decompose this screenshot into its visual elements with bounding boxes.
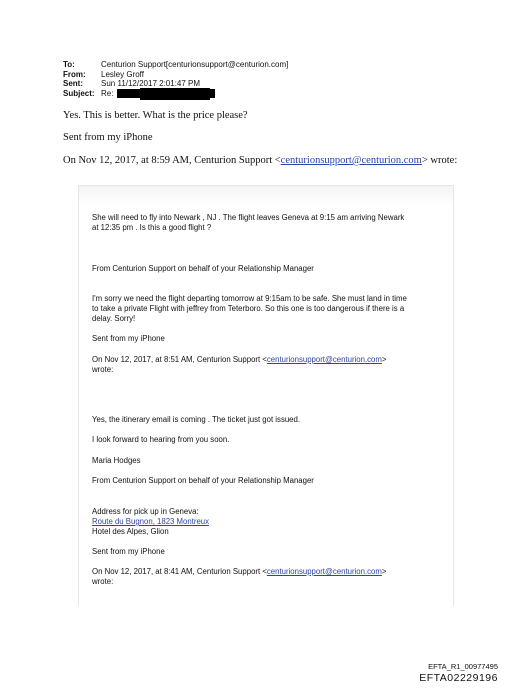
quoted-p3-line1: I'm sorry we need the flight departing tomorrow at 9:15am to be safe. She must land in time <box>92 294 407 303</box>
quoted-p12-line2: wrote: <box>92 577 114 586</box>
quoted-p5-email-link[interactable]: centurionsupport@centurion.com <box>266 355 382 364</box>
quoted-paragraph-11: Sent from my iPhone <box>92 547 165 556</box>
quoted-paragraph-7: I look forward to hearing from you soon. <box>92 435 230 444</box>
subject-value: Re: <box>101 88 114 98</box>
quoted-p1-line1: She will need to fly into Newark , NJ . The flight leaves Geneva at 9:15 am arriving Newark <box>92 213 405 222</box>
to-row <box>63 60 288 70</box>
quoted-p3-line2: to take a private Flight with jeffrey from Teterboro. So this one is too dangerous if there is a <box>92 304 405 313</box>
quoted-paragraph-1 <box>92 213 457 233</box>
from-value: Lesley Groff <box>101 69 144 79</box>
quoted-paragraph-6: Yes, the itinerary email is coming . The ticket just got issued. <box>92 415 301 424</box>
sent-label: Sent: <box>63 79 83 89</box>
bates-number-2: EFTA02229196 <box>419 672 498 684</box>
from-row <box>63 70 288 80</box>
quoted-p5-tail: > <box>381 355 387 364</box>
quoted-paragraph-12 <box>92 567 457 587</box>
pickup-address-link[interactable]: Route du Bugnon, 1823 Montreux <box>92 517 210 526</box>
quoted-paragraph-10 <box>92 507 457 537</box>
quoted-p12-tail: > <box>381 567 387 576</box>
quoted-paragraph-3 <box>92 294 457 324</box>
quote-header-tail: > wrote: <box>421 155 458 166</box>
reply-quote-header <box>63 155 457 166</box>
from-label: From: <box>63 69 86 79</box>
pickup-address-label: Address for pick up in Geneva: <box>92 507 199 516</box>
quoted-p5-line2: wrote: <box>92 365 114 374</box>
pickup-hotel: Hotel des Alpes, Glion <box>92 527 169 536</box>
reply-signature: Sent from my iPhone <box>63 132 153 143</box>
quoted-paragraph-9: From Centurion Support on behalf of your Relationship Manager <box>92 476 314 485</box>
quoted-p1-line2: at 12:35 pm . Is this a good flight ? <box>92 223 212 232</box>
redaction-bar-sent <box>140 88 210 100</box>
quoted-paragraph-2: From Centurion Support on behalf of your Relationship Manager <box>92 264 314 273</box>
subject-label: Subject: <box>63 88 95 98</box>
quoted-p12-text: On Nov 12, 2017, at 8:41 AM, Centurion Support < <box>92 567 267 576</box>
quote-header-text: On Nov 12, 2017, at 8:59 AM, Centurion Support < <box>63 155 281 166</box>
to-value: Centurion Support[centurionsupport@centurion.com] <box>101 60 289 69</box>
quoted-paragraph-4: Sent from my iPhone <box>92 334 165 343</box>
sent-value: Sun 11/12/2017 2:01:47 PM <box>101 79 201 89</box>
quoted-paragraph-5 <box>92 355 457 375</box>
quote-email-link[interactable]: centurionsupport@centurion.com <box>280 155 422 166</box>
bates-number-1: EFTA_R1_00977495 <box>428 662 498 671</box>
quoted-p12-email-link[interactable]: centurionsupport@centurion.com <box>266 567 382 576</box>
quoted-paragraph-8: Maria Hodges <box>92 456 141 465</box>
to-label: To: <box>63 60 75 69</box>
reply-body: Yes. This is better. What is the price please? <box>63 110 248 121</box>
quoted-p3-line3: delay. Sorry! <box>92 314 136 323</box>
quoted-message-box <box>78 185 454 606</box>
quoted-p5-text: On Nov 12, 2017, at 8:51 AM, Centurion Support < <box>92 355 267 364</box>
